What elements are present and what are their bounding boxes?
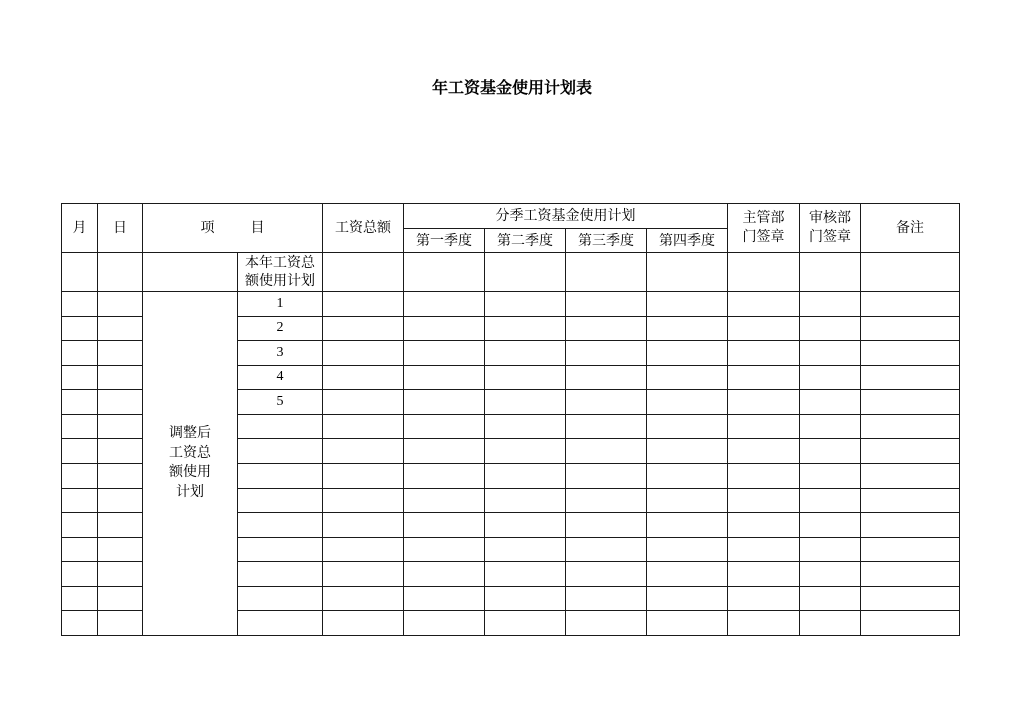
cell-total-wages [323,562,404,587]
cell-q3 [566,463,647,488]
cell-q1 [404,253,485,292]
cell-q2 [485,611,566,636]
header-total-wages: 工资总额 [323,204,404,253]
cell-item-sub [238,562,323,587]
cell-total-wages [323,611,404,636]
cell-q1 [404,341,485,366]
cell-item-sub [238,611,323,636]
header-q3: 第三季度 [566,229,647,253]
cell-remarks [861,513,960,538]
cell-q2 [485,513,566,538]
cell-remarks [861,253,960,292]
header-remarks: 备注 [861,204,960,253]
cell-day [98,341,143,366]
cell-q2 [485,253,566,292]
header-item-char: 项 [200,220,215,236]
cell-total-wages [323,390,404,415]
cell-month [62,316,98,341]
cell-q3 [566,316,647,341]
table-row [62,292,960,317]
cell-item-sub [238,488,323,513]
cell-audit-seal [800,390,861,415]
cell-q1 [404,537,485,562]
cell-remarks [861,390,960,415]
cell-supervisor-seal [728,488,800,513]
cell-day [98,439,143,464]
cell-item-sub [238,537,323,562]
header-day: 日 [98,204,143,253]
cell-supervisor-seal [728,414,800,439]
cell-remarks [861,537,960,562]
cell-month [62,253,98,292]
cell-month [62,586,98,611]
cell-month [62,463,98,488]
cell-total-wages [323,414,404,439]
cell-q3 [566,292,647,317]
cell-q1 [404,488,485,513]
header-item [143,204,323,253]
header-line: 门签章 [742,229,785,245]
header-month: 月 [62,204,98,253]
cell-audit-seal [800,513,861,538]
cell-item-number: 5 [238,390,323,415]
cell-audit-seal [800,611,861,636]
label-line: 本年工资总 [245,255,315,271]
page-title: 年工资基金使用计划表 [431,78,592,97]
label-line: 额使用计划 [245,273,315,289]
cell-total-wages [323,292,404,317]
cell-q4 [647,341,728,366]
cell-month [62,488,98,513]
cell-audit-seal [800,316,861,341]
cell-q4 [647,586,728,611]
cell-q4 [647,414,728,439]
cell-q3 [566,513,647,538]
cell-month [62,390,98,415]
cell-q2 [485,562,566,587]
cell-q2 [485,316,566,341]
cell-audit-seal [800,463,861,488]
cell-supervisor-seal [728,586,800,611]
header-q1: 第一季度 [404,229,485,253]
cell-supervisor-seal [728,341,800,366]
adjusted-plan-label [143,292,238,636]
cell-q2 [485,537,566,562]
cell-total-wages [323,463,404,488]
cell-q3 [566,562,647,587]
cell-day [98,292,143,317]
cell-q3 [566,586,647,611]
cell-audit-seal [800,365,861,390]
cell-q2 [485,586,566,611]
cell-month [62,537,98,562]
wage-fund-plan-table [61,203,960,636]
cell-q1 [404,316,485,341]
cell-supervisor-seal [728,463,800,488]
cell-month [62,562,98,587]
cell-q4 [647,463,728,488]
cell-q2 [485,341,566,366]
cell-remarks [861,414,960,439]
cell-q1 [404,586,485,611]
cell-supervisor-seal [728,316,800,341]
cell-day [98,414,143,439]
cell-q4 [647,390,728,415]
cell-month [62,439,98,464]
cell-supervisor-seal [728,390,800,415]
cell-q3 [566,341,647,366]
cell-total-wages [323,253,404,292]
cell-q2 [485,488,566,513]
cell-item-number: 2 [238,316,323,341]
cell-q4 [647,253,728,292]
table-row-annual-plan [62,253,960,292]
cell-q3 [566,488,647,513]
cell-q1 [404,292,485,317]
cell-q3 [566,390,647,415]
cell-total-wages [323,341,404,366]
cell-item-sub [238,439,323,464]
cell-month [62,365,98,390]
cell-q4 [647,562,728,587]
cell-q1 [404,439,485,464]
cell-day [98,390,143,415]
cell-audit-seal [800,292,861,317]
cell-supervisor-seal [728,611,800,636]
cell-supervisor-seal [728,292,800,317]
label-line: 计划 [176,483,204,500]
header-item-char: 目 [250,220,265,236]
cell-item-sub [238,586,323,611]
cell-day [98,463,143,488]
header-q2: 第二季度 [485,229,566,253]
cell-q2 [485,463,566,488]
cell-audit-seal [800,439,861,464]
cell-audit-seal [800,537,861,562]
cell-q2 [485,292,566,317]
cell-month [62,341,98,366]
cell-item [143,253,238,292]
cell-day [98,562,143,587]
cell-month [62,611,98,636]
cell-q4 [647,292,728,317]
cell-total-wages [323,488,404,513]
header-audit-seal [800,204,861,253]
cell-item-number: 3 [238,341,323,366]
cell-supervisor-seal [728,439,800,464]
cell-total-wages [323,365,404,390]
cell-q2 [485,414,566,439]
cell-audit-seal [800,562,861,587]
cell-remarks [861,439,960,464]
cell-total-wages [323,586,404,611]
cell-total-wages [323,537,404,562]
label-line: 额使用 [169,464,211,481]
cell-remarks [861,611,960,636]
cell-audit-seal [800,253,861,292]
cell-audit-seal [800,414,861,439]
cell-item-number: 1 [238,292,323,317]
cell-q3 [566,365,647,390]
cell-item-number: 4 [238,365,323,390]
cell-q1 [404,390,485,415]
cell-audit-seal [800,341,861,366]
header-row [62,204,960,229]
cell-item-sub [238,463,323,488]
header-q4: 第四季度 [647,229,728,253]
cell-total-wages [323,439,404,464]
cell-supervisor-seal [728,513,800,538]
cell-day [98,513,143,538]
cell-day [98,586,143,611]
cell-remarks [861,586,960,611]
cell-total-wages [323,316,404,341]
cell-q4 [647,439,728,464]
cell-q2 [485,439,566,464]
cell-q3 [566,439,647,464]
cell-item-sub [238,414,323,439]
cell-remarks [861,562,960,587]
cell-remarks [861,488,960,513]
header-line: 审核部 [809,210,851,226]
cell-supervisor-seal [728,253,800,292]
cell-month [62,292,98,317]
label-line: 工资总 [169,444,211,461]
cell-q1 [404,414,485,439]
cell-q1 [404,562,485,587]
cell-item-sub [238,513,323,538]
cell-total-wages [323,513,404,538]
cell-month [62,414,98,439]
header-quarterly-plan: 分季工资基金使用计划 [404,204,728,229]
cell-q2 [485,365,566,390]
header-supervisor-seal [728,204,800,253]
cell-day [98,253,143,292]
cell-remarks [861,365,960,390]
cell-supervisor-seal [728,562,800,587]
cell-q1 [404,365,485,390]
cell-q3 [566,414,647,439]
header-line: 主管部 [742,210,785,226]
cell-remarks [861,463,960,488]
annual-plan-label [238,253,323,292]
cell-remarks [861,292,960,317]
header-line: 门签章 [809,229,851,245]
cell-q3 [566,537,647,562]
cell-q1 [404,611,485,636]
cell-q4 [647,316,728,341]
cell-q4 [647,611,728,636]
cell-audit-seal [800,586,861,611]
cell-month [62,513,98,538]
cell-q4 [647,513,728,538]
cell-remarks [861,316,960,341]
cell-day [98,537,143,562]
cell-q4 [647,488,728,513]
cell-q2 [485,390,566,415]
cell-q1 [404,513,485,538]
cell-q1 [404,463,485,488]
cell-day [98,365,143,390]
cell-day [98,611,143,636]
cell-supervisor-seal [728,537,800,562]
cell-q3 [566,611,647,636]
cell-supervisor-seal [728,365,800,390]
cell-audit-seal [800,488,861,513]
cell-q4 [647,365,728,390]
cell-q3 [566,253,647,292]
cell-q4 [647,537,728,562]
cell-day [98,488,143,513]
cell-day [98,316,143,341]
cell-remarks [861,341,960,366]
label-line: 调整后 [169,425,211,442]
